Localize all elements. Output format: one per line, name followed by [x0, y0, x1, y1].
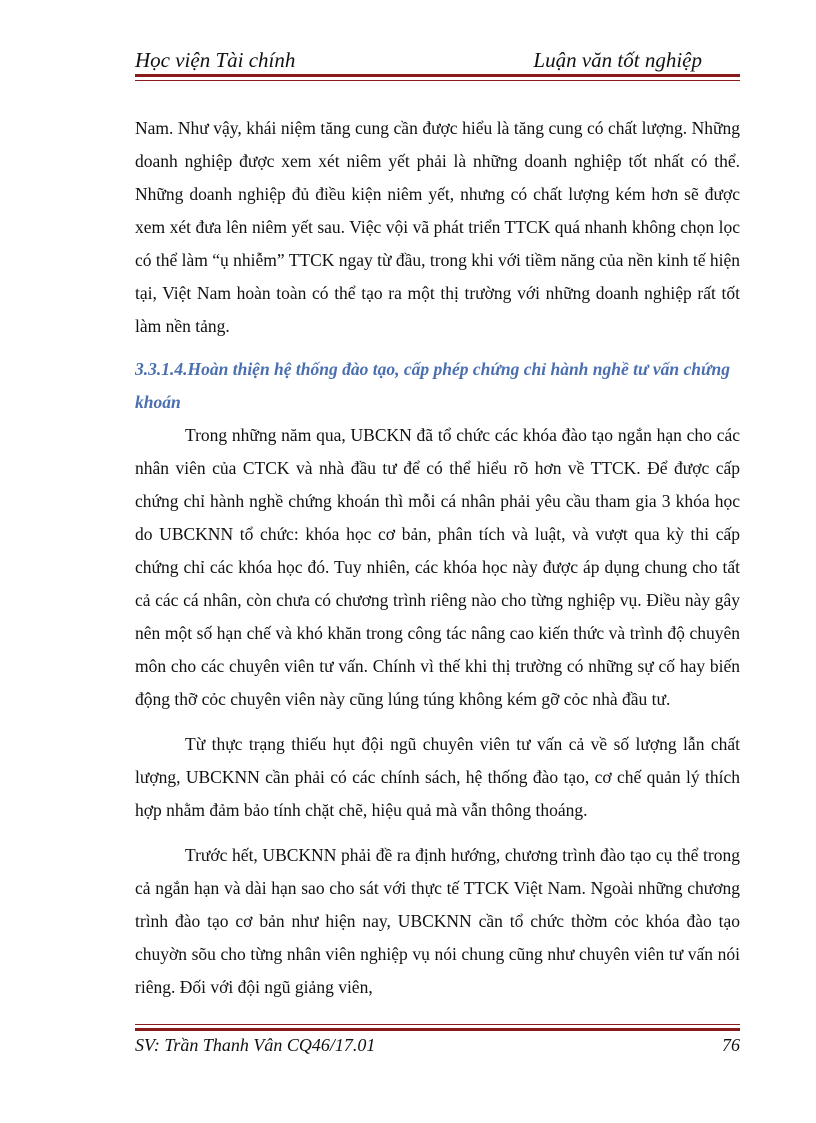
paragraph-training: Trong những năm qua, UBCKN đã tổ chức các khóa đào tạo ngắn hạn cho các nhân viên của CTCK và nhà đầu tư để có thể hiểu rõ hơn về TTCK. Để được cấp chứng chỉ hành nghề chứng khoán thì mỗi cá nhân phải yêu cầu tham gia 3 khóa học do UBCKNN tổ chức: khóa học cơ bản, phân tích và luật, và vượt qua kỳ thi cấp chứng chỉ các khóa học đó. Tuy nhiên, các khóa học này được áp dụng chung cho tất cả các cá nhân, còn chưa có chương trình riêng nào cho từng nghiệp vụ. Điều này gây nên một số hạn chế và khó khăn trong công tác nâng cao kiến thức và trình độ chuyên môn cho các chuyên viên tư vấn. Chính vì thế khi thị trường có những sự cố hay biến động thỡ cỏc chuyên viên này cũng lúng túng không kém gỡ cỏc nhà đầu tư.	[135, 425, 740, 709]
header-document-type: Luận văn tốt nghiệp	[533, 48, 702, 72]
paragraph-continuation: Nam. Như vậy, khái niệm tăng cung cần được hiểu là tăng cung có chất lượng. Những doanh nghiệp được xem xét niêm yết phải là những doanh nghiệp tốt nhất có thể. Những doanh nghiệp đủ điều kiện niêm yết, nhưng có chất lượng kém hơn sẽ được xem xét đưa lên niêm yết sau. Việc vội vã phát triển TTCK quá nhanh không chọn lọc có thể làm “ụ nhiễm” TTCK ngay từ đầu, trong khi với tiềm năng của nền kinh tế hiện tại, Việt Nam hoàn toàn có thể tạo ra một thị trường với những doanh nghiệp rất tốt làm nền tảng.	[135, 118, 741, 336]
section-heading: 3.3.1.4.Hoàn thiện hệ thống đào tạo, cấp phép chứng chỉ hành nghề tư vấn chứng khoán	[135, 359, 730, 412]
page-footer	[135, 1035, 740, 1061]
footer-rule-thin	[135, 1024, 740, 1025]
header-rule-thick	[135, 74, 740, 77]
page-body	[135, 112, 740, 1004]
header-institution: Học viện Tài chính	[135, 48, 296, 72]
page-number: 76	[722, 1035, 740, 1055]
footer-student: SV: Trần Thanh Vân CQ46/17.01	[135, 1035, 376, 1055]
paragraph-shortage: Từ thực trạng thiếu hụt đội ngũ chuyên viên tư vấn cả về số lượng lẫn chất lượng, UBCKNN cần phải có các chính sách, hệ thống đào tạo, cơ chế quản lý thích hợp nhằm đảm bảo tính chặt chẽ, hiệu quả mà vẫn thông thoáng.	[135, 734, 740, 820]
header-rule-thin	[135, 80, 740, 81]
paragraph-first-steps: Trước hết, UBCKNN phải đề ra định hướng, chương trình đào tạo cụ thể trong cả ngắn hạn và dài hạn sao cho sát với thực tế TTCK Việt Nam. Ngoài những chương trình đào tạo cơ bản như hiện nay, UBCKNN cần tổ chức thờm cỏc khóa đào tạo chuyờn sõu cho từng nhân viên nghiệp vụ nói chung cũng như chuyên viên tư vấn nói riêng. Đối với đội ngũ giảng viên,	[135, 845, 740, 997]
page-header	[135, 44, 740, 72]
footer-rule-thick	[135, 1028, 740, 1031]
